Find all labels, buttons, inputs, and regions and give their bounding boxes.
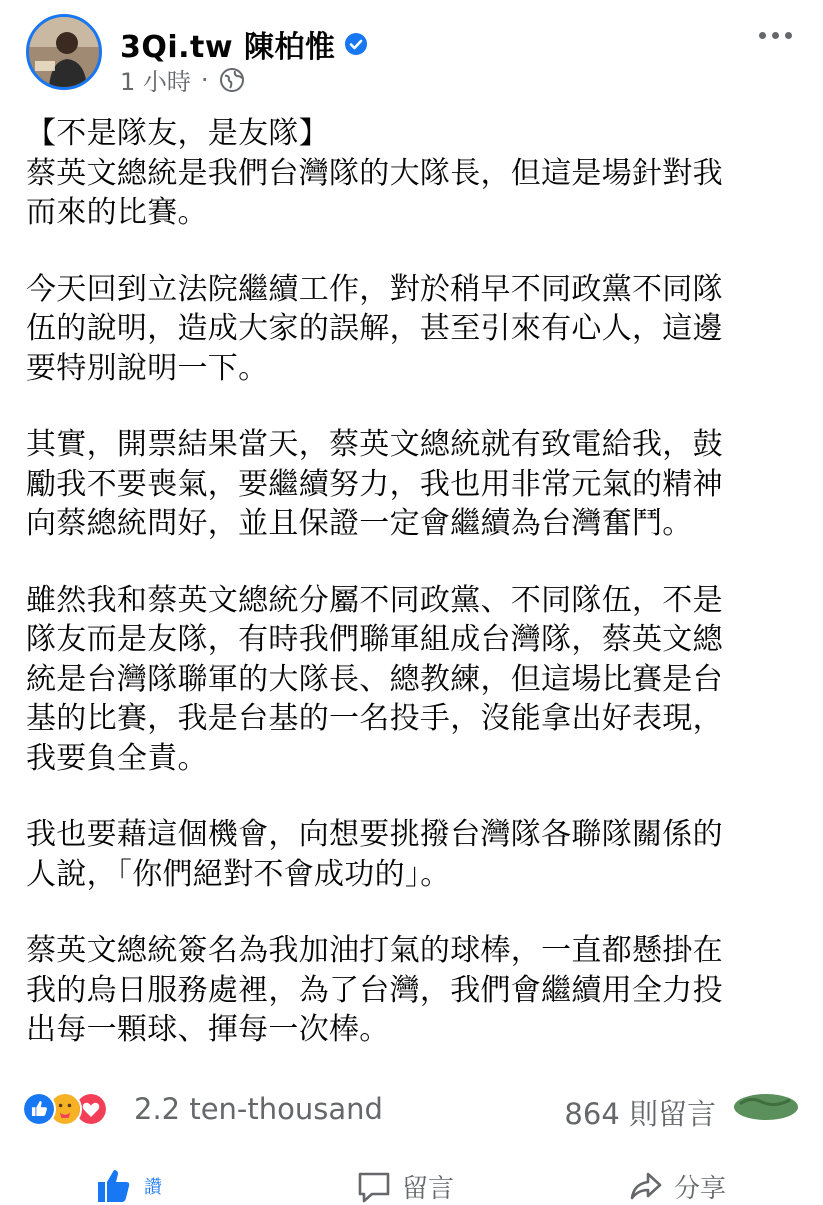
post-paragraph: 其實，開票結果當天，蔡英文總統就有致電給我，鼓 勵我不要喪氣，要繼續努力，我也用非常元氣的精神 向蔡總統問好，並且保證一定會繼續為台灣奮鬥。 [26, 427, 723, 541]
globe-icon[interactable] [219, 67, 245, 93]
post-paragraph: 【不是隊友，是友隊】 蔡英文總統是我們台灣隊的大隊長，但這是場針對我 而來的比賽。 [26, 116, 723, 230]
verified-badge-icon [344, 32, 368, 56]
page-name-text[interactable]: 3Qi.tw 陳柏惟 [120, 30, 336, 65]
thumbs-up-icon [94, 1168, 134, 1204]
comment-count[interactable]: 864 則留言 [564, 1097, 716, 1131]
like-label: 讚 [144, 1177, 162, 1198]
comment-button[interactable] [356, 1168, 454, 1205]
more-dot [772, 32, 779, 39]
post-body [26, 114, 806, 1087]
reactions-bar [22, 1086, 802, 1132]
post-paragraph: 雖然我和蔡英文總統分屬不同政黨、不同隊伍，不是 隊友而是友隊，有時我們聯軍組成台灣隊，蔡英文總 統是台灣隊聯軍的大隊長、總教練，但這場比賽是台 基的比賽，我是台基的一名投手，沒能拿出好表現， 我要負全責。 [26, 582, 723, 776]
reaction-icons[interactable] [22, 1092, 122, 1128]
comment-label: 留言 [402, 1174, 455, 1204]
like-button[interactable] [94, 1168, 162, 1204]
post-paragraph: 我也要藉這個機會，向想要挑撥台灣隊各聯隊關係的 人說，「你們絕對不會成功的」。 [26, 817, 723, 892]
share-label: 分享 [674, 1174, 727, 1204]
reaction-count[interactable]: 2.2 ten-thousand [134, 1092, 383, 1126]
redacted-mark [732, 1090, 800, 1124]
page-name[interactable] [120, 22, 368, 66]
post-actions [0, 1160, 823, 1204]
comment-icon [356, 1170, 392, 1204]
share-button[interactable] [628, 1168, 726, 1205]
like-reaction-icon [22, 1092, 56, 1126]
avatar[interactable] [26, 14, 102, 90]
post-timestamp[interactable]: 1 小時 [120, 68, 191, 96]
more-options-icon[interactable] [759, 28, 799, 42]
share-icon [628, 1170, 664, 1204]
post-header [0, 0, 823, 110]
post-paragraph: 今天回到立法院繼續工作，對於稍早不同政黨不同隊 伍的說明，造成大家的誤解，甚至引來有心人，這邊 要特別說明一下。 [26, 271, 723, 386]
meta-separator: · [200, 65, 209, 94]
more-dot [759, 32, 766, 39]
more-dot [785, 32, 792, 39]
post-meta [120, 62, 245, 97]
post-paragraph: 蔡英文總統簽名為我加油打氣的球棒，一直都懸掛在 我的烏日服務處裡，為了台灣，我們會繼續用全力投 出每一顆球、揮每一次棒。 [26, 933, 723, 1047]
